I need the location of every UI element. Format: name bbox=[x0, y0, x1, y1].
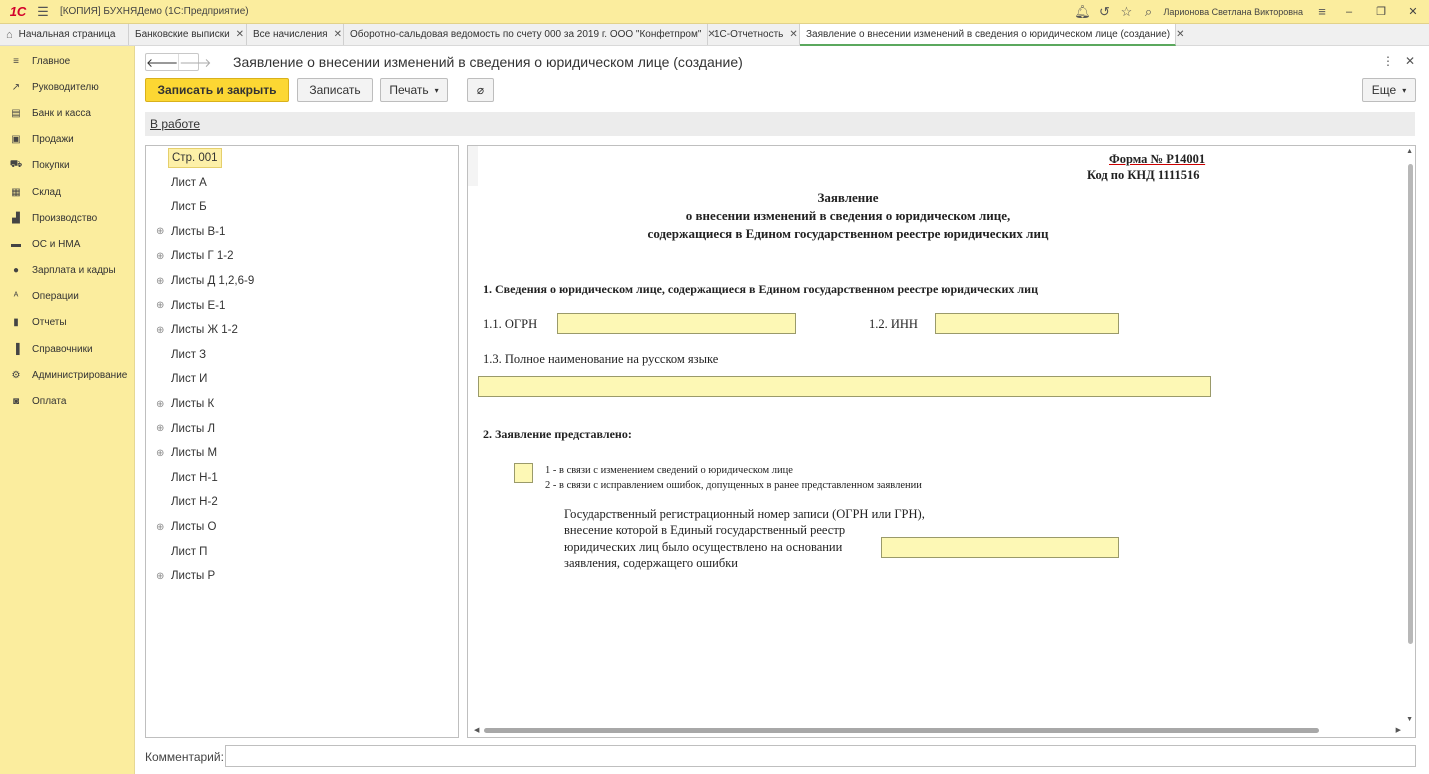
inn-label: 1.2. ИНН bbox=[869, 317, 918, 331]
chart-icon: ▮ bbox=[13, 317, 19, 329]
sidebar-item-purchases[interactable] bbox=[0, 153, 134, 179]
sidebar-item-label: Справочники bbox=[32, 343, 93, 355]
sidebar-item-salary[interactable] bbox=[0, 258, 134, 284]
full-name-field[interactable] bbox=[478, 376, 1211, 397]
tree-item[interactable] bbox=[171, 345, 206, 365]
close-tab-icon[interactable]: ✕ bbox=[707, 29, 716, 40]
sidebar-item-label: Отчеты bbox=[32, 317, 67, 329]
grn-text-1: Государственный регистрационный номер записи (ОГРН или ГРН), bbox=[564, 507, 925, 521]
expand-plus-icon[interactable]: ⊕ bbox=[156, 324, 165, 336]
sidebar-item-production[interactable] bbox=[0, 205, 134, 231]
form-title: Заявление о внесении изменений в сведения о юридическом лице (создание) bbox=[233, 54, 743, 70]
tree-item-label: Листы Р bbox=[171, 570, 216, 583]
sidebar-item-admin[interactable] bbox=[0, 362, 134, 388]
user-name[interactable]: Ларионова Светлана Викторовна bbox=[1163, 6, 1303, 17]
operations-icon: ᴬ bbox=[13, 291, 19, 303]
print-button[interactable] bbox=[380, 78, 448, 102]
doc-heading-2: о внесении изменений в сведения о юридическом лице, bbox=[685, 208, 1011, 223]
tab-home[interactable] bbox=[0, 24, 129, 45]
settings-icon[interactable]: ≡ bbox=[1318, 4, 1326, 19]
tab-application-form[interactable] bbox=[800, 24, 1185, 46]
tab-label: Оборотно-сальдовая ведомость по счету 000 за 2019 г. ООО "Конфетпром" bbox=[350, 29, 702, 40]
sidebar-item-operations[interactable] bbox=[0, 284, 134, 310]
sidebar-item-label: Продажи bbox=[32, 134, 74, 146]
sidebar-item-label: Руководителю bbox=[32, 81, 99, 93]
tab-bar bbox=[0, 24, 1429, 46]
vertical-scrollbar[interactable] bbox=[1408, 154, 1413, 718]
tree-item-label: Листы Д 1,2,6-9 bbox=[171, 275, 255, 287]
horizontal-scrollbar[interactable] bbox=[484, 728, 1389, 733]
payment-icon: ◙ bbox=[12, 396, 20, 408]
favorites-star-icon[interactable]: ☆ bbox=[1120, 3, 1133, 19]
inn-field[interactable] bbox=[935, 313, 1119, 334]
book-icon: ▐ bbox=[12, 343, 20, 355]
form-toolbar bbox=[145, 78, 1420, 102]
save-and-close-button[interactable]: Записать и закрыть bbox=[145, 78, 289, 102]
menu-icon: ≡ bbox=[13, 55, 19, 67]
tree-item[interactable] bbox=[171, 468, 218, 488]
tree-item-label: Листы Ж 1-2 bbox=[171, 324, 238, 337]
factory-icon: ▟ bbox=[12, 212, 20, 224]
sidebar-item-label: Операции bbox=[32, 291, 79, 303]
print-button-label: Печать bbox=[389, 83, 429, 97]
dropdown-arrow-icon: ▾ bbox=[434, 85, 439, 95]
sidebar-item-label: Администрирование bbox=[32, 369, 128, 381]
grn-text-4: заявления, содержащего ошибки bbox=[564, 556, 738, 570]
notifications-bell-icon[interactable]: 🔔︎ bbox=[1074, 3, 1091, 19]
tree-item[interactable] bbox=[156, 296, 226, 316]
sidebar-item-payment[interactable] bbox=[0, 388, 134, 414]
tree-item-label: Лист П bbox=[171, 545, 208, 558]
tree-item[interactable] bbox=[156, 320, 238, 340]
tree-item[interactable] bbox=[171, 492, 218, 512]
tab-label: Начальная страница bbox=[18, 29, 116, 40]
forward-arrow-icon[interactable]: 🡒 bbox=[179, 55, 212, 70]
close-tab-icon[interactable]: ✕ bbox=[789, 29, 798, 40]
doc-heading-3: содержащиеся в Едином государственном реестре юридических лиц bbox=[647, 226, 1049, 241]
tree-item[interactable] bbox=[156, 517, 217, 537]
section-2-title: 2. Заявление представлено: bbox=[483, 427, 632, 441]
section-1-title: 1. Сведения о юридическом лице, содержащиеся в Едином государственном реестре юридических лиц bbox=[483, 282, 1038, 296]
tree-item[interactable] bbox=[156, 566, 216, 586]
more-button[interactable] bbox=[1362, 78, 1416, 102]
sidebar-item-label: Производство bbox=[32, 212, 98, 224]
main-menu-icon[interactable]: ☰ bbox=[37, 3, 49, 19]
tab-label: Банковские выписки bbox=[135, 29, 230, 40]
maximize-button[interactable]: ❐ bbox=[1376, 6, 1386, 18]
vertical-scroll-thumb[interactable] bbox=[1408, 164, 1413, 644]
tree-item[interactable] bbox=[156, 443, 218, 463]
back-arrow-icon[interactable]: 🡐 bbox=[146, 55, 179, 70]
tree-item-label: Листы Г 1-2 bbox=[171, 250, 234, 263]
cart-icon: ⛟ bbox=[9, 159, 23, 171]
expand-plus-icon[interactable]: ⊕ bbox=[156, 226, 165, 238]
tree-item[interactable] bbox=[171, 369, 207, 389]
tab-all-accruals[interactable] bbox=[247, 24, 344, 45]
grn-field[interactable] bbox=[881, 537, 1119, 558]
sidebar-item-label: ОС и НМА bbox=[32, 238, 81, 250]
option-2-text: 2 - в связи с исправлением ошибок, допущенных в ранее представленном заявлении bbox=[545, 480, 922, 491]
tree-item[interactable] bbox=[156, 271, 255, 291]
tab-bank-statements[interactable] bbox=[129, 24, 247, 45]
status-bar bbox=[145, 112, 1415, 136]
reason-code-field[interactable] bbox=[514, 463, 533, 483]
person-icon: ● bbox=[12, 265, 20, 277]
expand-plus-icon[interactable]: ⊕ bbox=[156, 275, 165, 287]
sidebar-item-reports[interactable] bbox=[0, 310, 134, 336]
close-form-icon[interactable]: ✕ bbox=[1405, 54, 1416, 68]
expand-plus-icon[interactable]: ⊕ bbox=[156, 570, 165, 582]
scroll-down-arrow-icon[interactable]: ▼ bbox=[1406, 715, 1413, 723]
tree-item-label: Листы Е-1 bbox=[171, 299, 226, 312]
tree-item[interactable] bbox=[156, 246, 234, 266]
tree-item[interactable] bbox=[171, 173, 207, 193]
nav-buttons bbox=[145, 53, 212, 71]
save-button[interactable]: Записать bbox=[297, 78, 373, 102]
bank-icon: ▤ bbox=[11, 107, 21, 119]
document-preview bbox=[467, 145, 1416, 738]
tree-item[interactable] bbox=[156, 222, 226, 242]
grn-text-3: юридических лиц было осуществлено на основании bbox=[564, 540, 843, 554]
ogrn-field[interactable] bbox=[557, 313, 796, 334]
tree-item-label: Листы М bbox=[171, 447, 218, 460]
tab-label: Все начисления bbox=[253, 29, 328, 40]
tree-item-label: Лист И bbox=[171, 373, 208, 386]
tree-item-label: Лист Б bbox=[171, 201, 207, 214]
expand-plus-icon[interactable]: ⊕ bbox=[156, 521, 165, 533]
close-tab-icon[interactable]: ✕ bbox=[235, 29, 245, 40]
title-bar bbox=[0, 0, 1429, 24]
truck-icon: ▬ bbox=[11, 238, 21, 250]
tab-label: 1С-Отчетность bbox=[714, 29, 784, 40]
scroll-left-arrow-icon[interactable]: ◀ bbox=[474, 726, 480, 734]
preview-margin bbox=[468, 146, 478, 186]
sidebar-item-sales[interactable] bbox=[0, 127, 134, 153]
dropdown-arrow-icon: ▾ bbox=[1402, 85, 1407, 95]
close-window-button[interactable]: ✕ bbox=[1408, 6, 1418, 18]
1c-logo-icon: 1С bbox=[9, 4, 27, 19]
tree-item[interactable] bbox=[168, 148, 222, 168]
expand-plus-icon[interactable]: ⊕ bbox=[156, 447, 165, 459]
tree-item-label: Листы Л bbox=[171, 422, 215, 435]
attach-paperclip-icon[interactable]: ⌀ bbox=[467, 78, 494, 102]
scroll-up-arrow-icon[interactable]: ▲ bbox=[1406, 147, 1413, 155]
sidebar-item-label: Склад bbox=[32, 186, 61, 198]
sidebar-item-catalogs[interactable] bbox=[0, 336, 134, 362]
scroll-right-arrow-icon[interactable]: ▶ bbox=[1395, 726, 1401, 734]
expand-plus-icon[interactable]: ⊕ bbox=[156, 300, 165, 312]
comment-input[interactable] bbox=[225, 745, 1416, 767]
tree-item-label: Листы К bbox=[171, 398, 215, 410]
tree-item[interactable] bbox=[156, 419, 215, 439]
tab-turnover-balance[interactable] bbox=[344, 24, 716, 45]
tree-item-label: Листы О bbox=[171, 521, 217, 533]
gear-icon: ⚙ bbox=[11, 369, 21, 381]
doc-heading-1: Заявление bbox=[817, 190, 879, 205]
tree-item-label: Лист З bbox=[171, 348, 207, 361]
sidebar-item-manager[interactable] bbox=[0, 74, 134, 100]
tree-item[interactable] bbox=[171, 542, 207, 562]
close-tab-icon[interactable]: ✕ bbox=[333, 29, 342, 40]
minimize-button[interactable]: – bbox=[1345, 5, 1353, 18]
sidebar-item-label: Покупки bbox=[32, 160, 70, 172]
tab-label: Заявление о внесении изменений в сведения о юридическом лице (создание) bbox=[806, 28, 1171, 40]
form-area bbox=[136, 46, 1429, 774]
sidebar-item-fixed-assets[interactable] bbox=[0, 231, 134, 257]
status-link[interactable]: В работе bbox=[150, 117, 201, 131]
expand-plus-icon[interactable]: ⊕ bbox=[156, 250, 165, 262]
grn-text-2: внесение которой в Единый государственный реестр bbox=[564, 523, 846, 537]
tree-item-label: Лист Н-2 bbox=[171, 496, 218, 509]
knd-code: Код по КНД 1111516 bbox=[1087, 168, 1200, 182]
full-name-label: 1.3. Полное наименование на русском языке bbox=[483, 352, 719, 366]
warehouse-icon: ▦ bbox=[11, 186, 21, 198]
expand-plus-icon[interactable]: ⊕ bbox=[156, 398, 165, 410]
sidebar-item-label: Главное bbox=[32, 55, 71, 67]
tree-item-label: Листы В-1 bbox=[171, 225, 226, 238]
sidebar-item-warehouse[interactable] bbox=[0, 179, 134, 205]
more-vertical-icon[interactable]: ⋮ bbox=[1382, 54, 1394, 68]
home-icon: ⌂ bbox=[6, 28, 13, 41]
comment-label: Комментарий: bbox=[145, 750, 224, 764]
tree-item-label: Лист Н-1 bbox=[171, 471, 218, 484]
more-button-label: Еще bbox=[1371, 83, 1397, 97]
tree-item[interactable] bbox=[171, 197, 207, 217]
option-1-text: 1 - в связи с изменением сведений о юридическом лице bbox=[545, 465, 793, 476]
sidebar-item-bank[interactable] bbox=[0, 100, 134, 126]
close-tab-icon[interactable]: ✕ bbox=[1176, 28, 1185, 40]
history-icon[interactable]: ↺ bbox=[1099, 3, 1110, 19]
form-number: Форма № Р14001 bbox=[1109, 152, 1206, 166]
page-tree bbox=[145, 145, 459, 738]
sidebar bbox=[0, 46, 135, 774]
trend-icon: ↗ bbox=[11, 81, 21, 93]
tree-item-label: Лист А bbox=[171, 176, 207, 189]
horizontal-scroll-thumb[interactable] bbox=[484, 728, 1319, 733]
app-title: [КОПИЯ] БУХНЯДемо (1С:Предприятие) bbox=[60, 6, 249, 17]
sidebar-item-label: Зарплата и кадры bbox=[32, 265, 116, 277]
sidebar-item-label: Оплата bbox=[32, 396, 67, 408]
tree-item-label: Стр. 001 bbox=[172, 152, 218, 164]
search-icon[interactable]: ⌕ bbox=[1144, 3, 1153, 19]
sidebar-item-label: Банк и касса bbox=[32, 107, 91, 119]
tab-1c-reporting[interactable] bbox=[708, 24, 800, 45]
tree-item[interactable] bbox=[156, 394, 215, 414]
sidebar-item-main[interactable] bbox=[0, 48, 134, 74]
ogrn-label: 1.1. ОГРН bbox=[483, 317, 538, 331]
expand-plus-icon[interactable]: ⊕ bbox=[156, 423, 165, 435]
bag-icon: ▣ bbox=[11, 134, 21, 146]
